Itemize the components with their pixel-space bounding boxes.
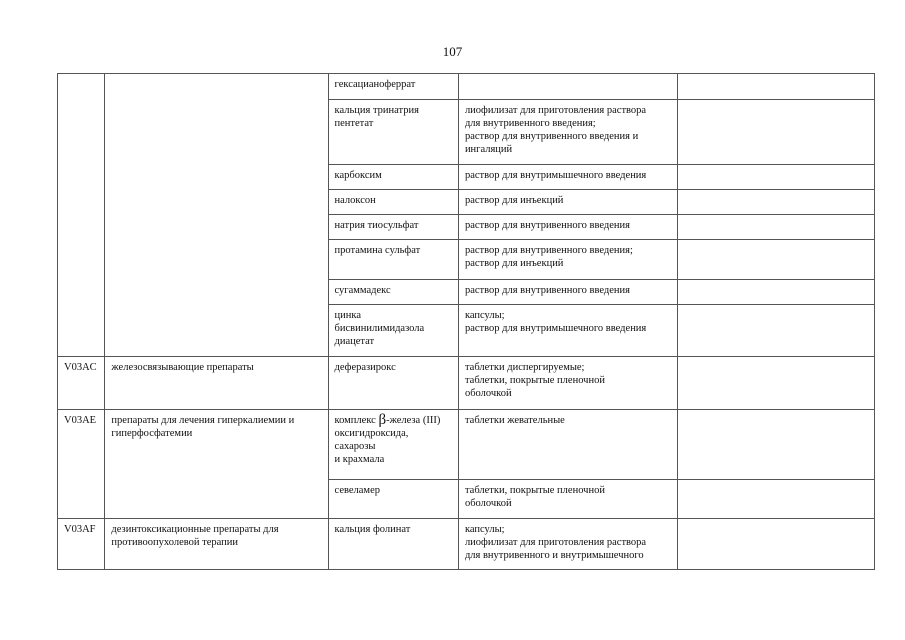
drug-name-cell xyxy=(328,190,458,215)
drug-name-cell xyxy=(328,357,458,410)
dosage-form-cell xyxy=(458,305,677,357)
dosage-form-cell xyxy=(458,190,677,215)
drug-name-cell xyxy=(328,240,458,280)
dosage-form-cell xyxy=(458,165,677,190)
group-cell xyxy=(105,410,328,519)
drug-name-cell xyxy=(328,410,458,480)
drug-name xyxy=(334,412,441,465)
dosage-form-cell xyxy=(458,280,677,305)
drug-name: протамина сульфат xyxy=(334,245,421,256)
group-name: железосвязывающие препараты xyxy=(111,362,254,373)
dosage-form: капсулы; лиофилизат для приготовления раствора для внутривенного и внутримышечного xyxy=(464,524,647,561)
code-cell xyxy=(58,410,105,519)
drug-name: налоксон xyxy=(334,195,376,206)
group-cell xyxy=(105,357,328,410)
group-cell xyxy=(105,74,328,357)
empty-cell xyxy=(677,190,874,215)
drug-name-prefix: комплекс xyxy=(334,415,379,426)
dosage-form-cell xyxy=(458,357,677,410)
empty-cell xyxy=(677,410,874,480)
table-row xyxy=(58,410,875,480)
drug-name-cell xyxy=(328,480,458,519)
dosage-form: раствор для внутривенного введения xyxy=(464,220,630,231)
drug-name-cell xyxy=(328,280,458,305)
dosage-form-cell xyxy=(458,519,677,570)
dosage-form-cell xyxy=(458,74,677,100)
drug-name-cell xyxy=(328,305,458,357)
empty-cell xyxy=(677,305,874,357)
empty-cell xyxy=(677,480,874,519)
code-cell xyxy=(58,74,105,357)
drug-name-cell xyxy=(328,100,458,165)
dosage-form-cell xyxy=(458,410,677,480)
drug-name: кальция тринатрия пентетат xyxy=(334,105,419,129)
dosage-form: таблетки диспергируемые; таблетки, покрытые пленочной оболочкой xyxy=(464,362,605,399)
dosage-form-cell xyxy=(458,480,677,519)
drug-name-suffix: -железа (III) оксигидроксида, сахарозы и крахмала xyxy=(334,415,441,465)
dosage-form: лиофилизат для приготовления раствора для внутривенного введения; раствор для внутривенного введения и ингаляций xyxy=(464,105,647,155)
dosage-form: раствор для инъекций xyxy=(464,195,564,206)
atc-code: V03AE xyxy=(64,415,97,426)
beta-symbol: β xyxy=(378,412,387,428)
drug-name: цинка бисвинилимидазола диацетат xyxy=(334,310,425,347)
drug-name: кальция фолинат xyxy=(334,524,411,535)
drug-name-cell xyxy=(328,74,458,100)
group-name: препараты для лечения гиперкалиемии и гиперфосфатемии xyxy=(111,415,295,439)
code-cell xyxy=(58,519,105,570)
dosage-form: раствор для внутримышечного введения xyxy=(464,170,647,181)
empty-cell xyxy=(677,74,874,100)
drug-name-cell xyxy=(328,519,458,570)
empty-cell xyxy=(677,240,874,280)
drug-name: натрия тиосульфат xyxy=(334,220,419,231)
dosage-form: раствор для внутривенного введения xyxy=(464,285,630,296)
dosage-form: таблетки, покрытые пленочной оболочкой xyxy=(464,485,605,509)
dosage-form-cell xyxy=(458,100,677,165)
dosage-form-cell xyxy=(458,240,677,280)
empty-cell xyxy=(677,215,874,240)
dosage-form: таблетки жевательные xyxy=(464,415,565,426)
table-row xyxy=(58,519,875,570)
dosage-form: раствор для внутривенного введения; раствор для инъекций xyxy=(464,245,633,269)
page-number: 107 xyxy=(442,44,463,59)
dosage-form-cell xyxy=(458,215,677,240)
table-row xyxy=(58,357,875,410)
group-cell xyxy=(105,519,328,570)
drug-name: карбоксим xyxy=(334,170,382,181)
drug-table xyxy=(57,73,875,570)
group-name: дезинтоксикационные препараты для противоопухолевой терапии xyxy=(111,524,279,548)
empty-cell xyxy=(677,280,874,305)
drug-name: деферазирокс xyxy=(334,362,396,373)
code-cell xyxy=(58,357,105,410)
empty-cell xyxy=(677,357,874,410)
drug-name: сугаммадекс xyxy=(334,285,391,296)
empty-cell xyxy=(677,519,874,570)
atc-code: V03AC xyxy=(64,362,97,373)
atc-code: V03AF xyxy=(64,524,96,535)
dosage-form: капсулы; раствор для внутримышечного введения xyxy=(464,310,647,334)
drug-name-cell xyxy=(328,165,458,190)
empty-cell xyxy=(677,165,874,190)
empty-cell xyxy=(677,100,874,165)
drug-name-cell xyxy=(328,215,458,240)
table-row xyxy=(58,74,875,100)
drug-name: севеламер xyxy=(334,485,380,496)
drug-name: гексацианоферрат xyxy=(334,79,416,90)
